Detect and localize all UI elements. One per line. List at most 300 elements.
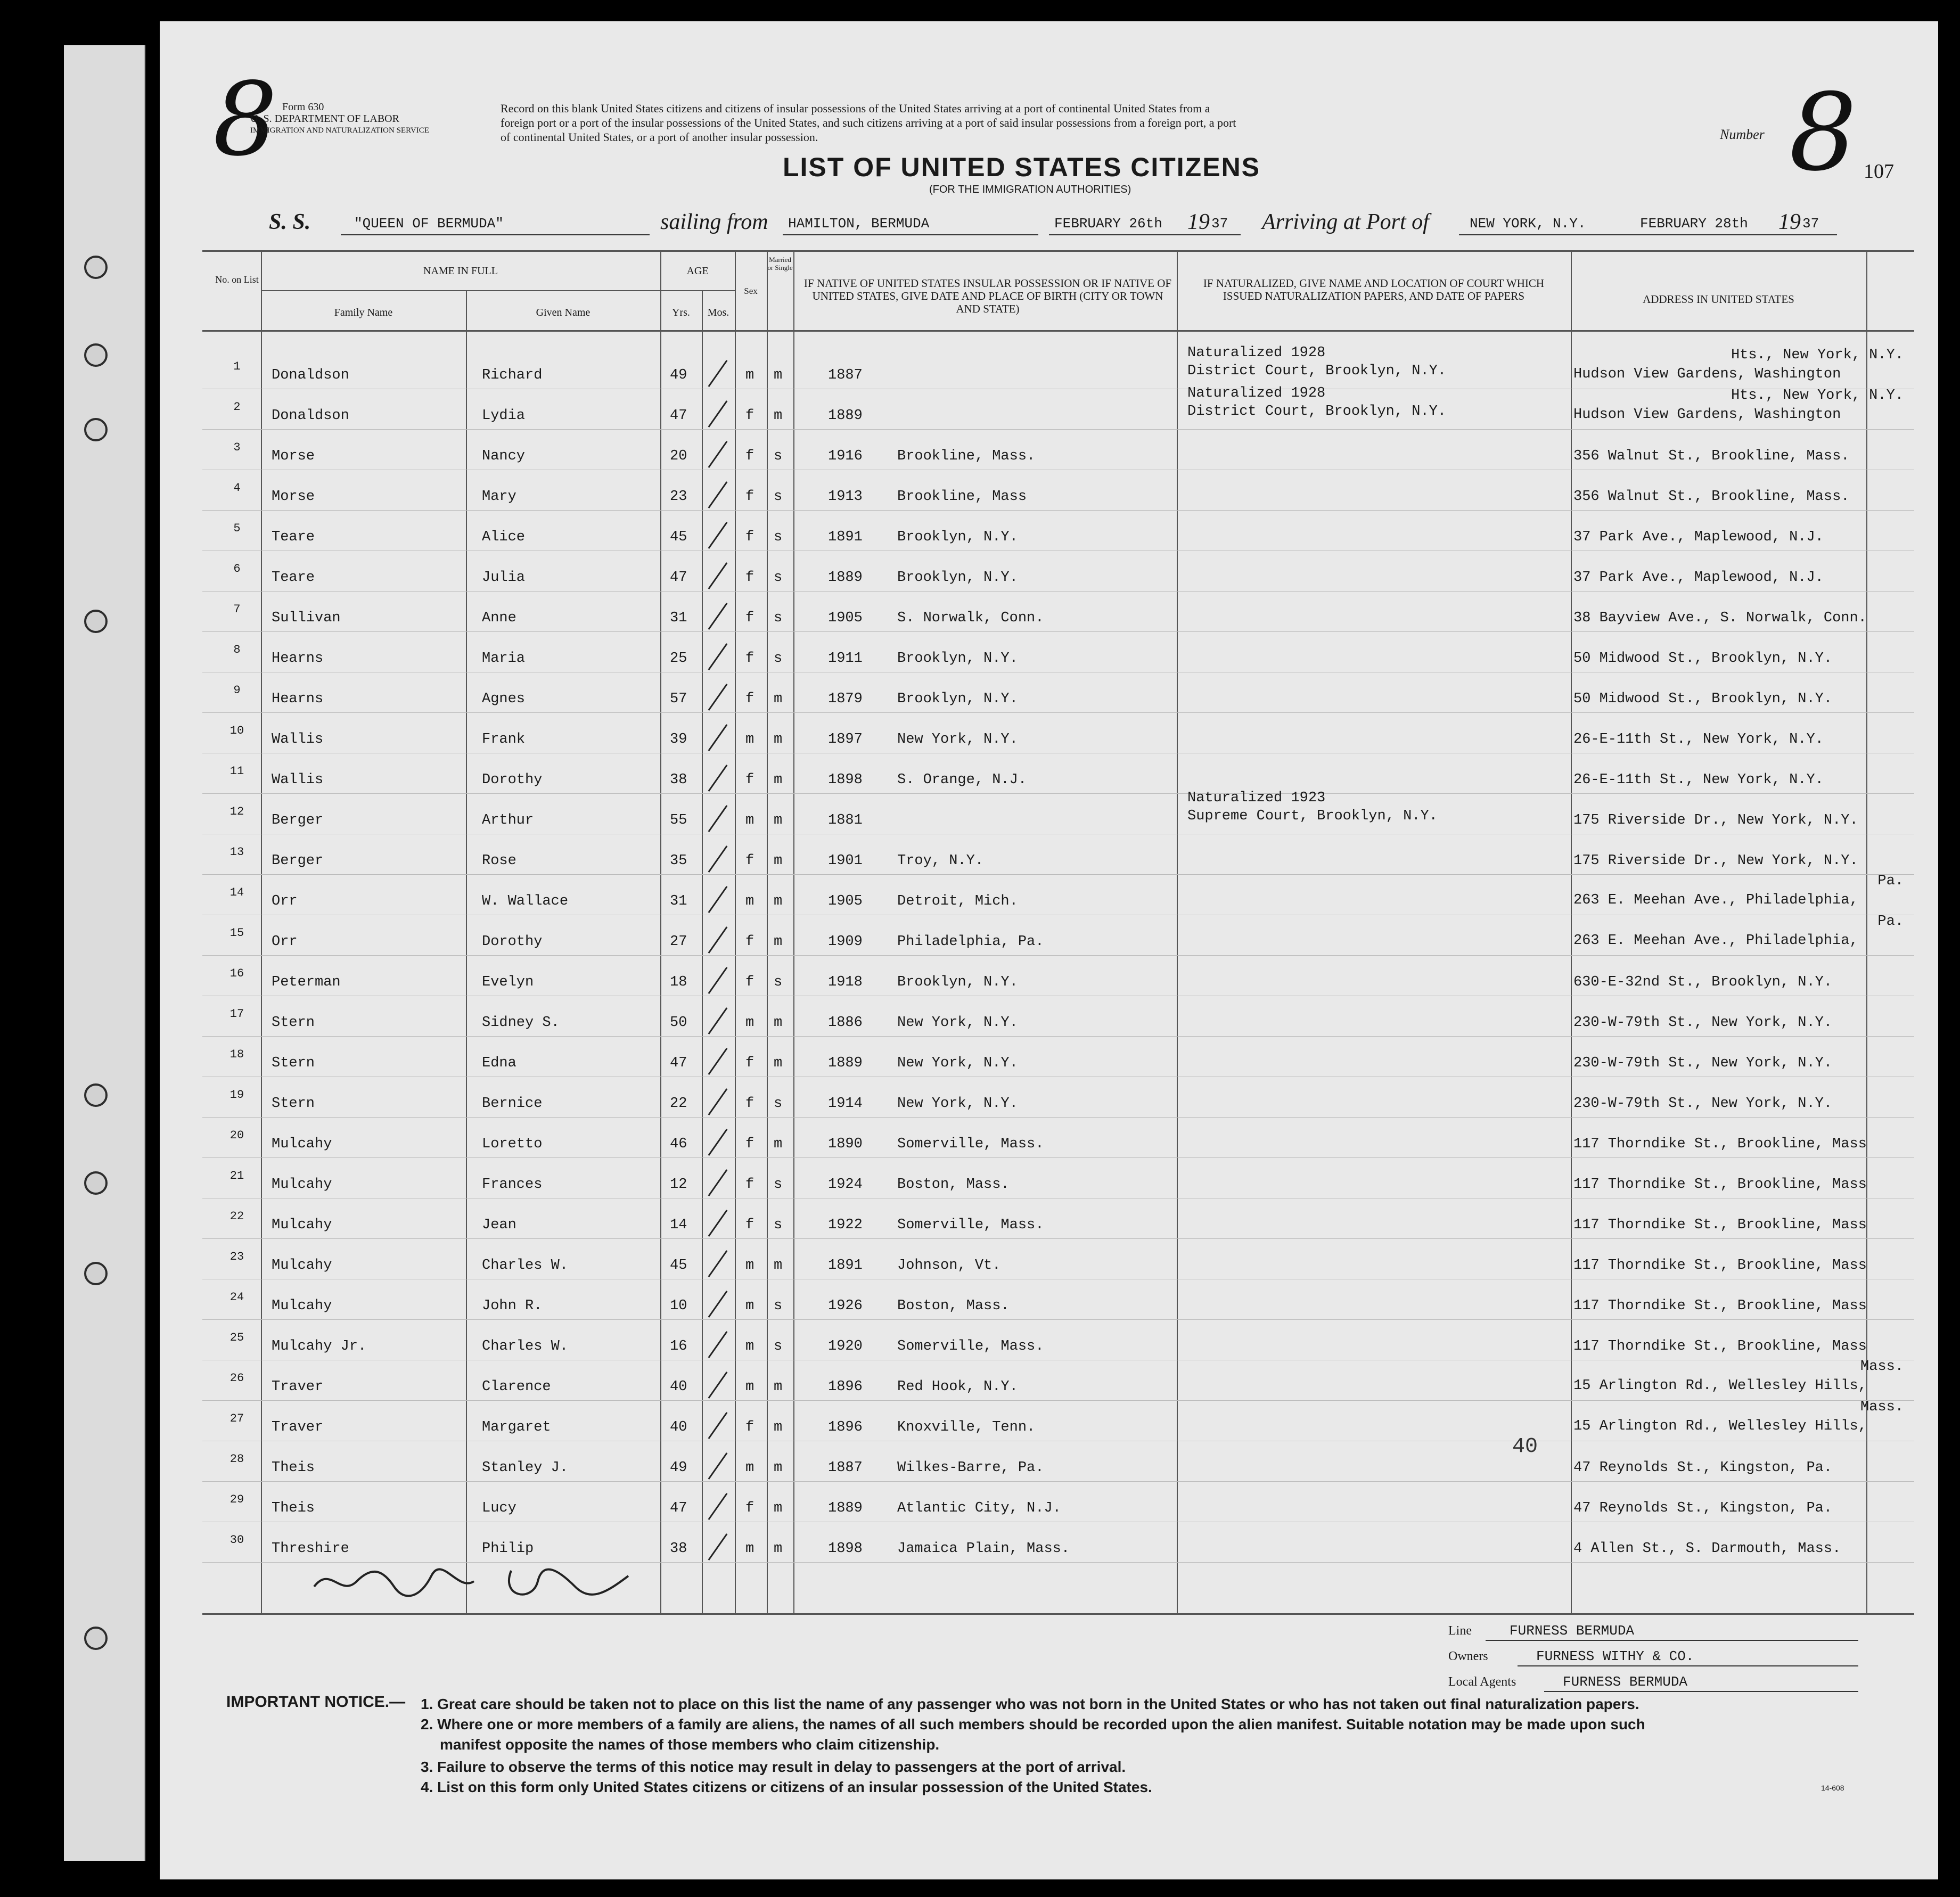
family-name-cell: Hearns (272, 651, 324, 667)
birth-year-cell: 1898 (828, 772, 863, 788)
departure-underline (783, 234, 1038, 235)
age-years-cell: 31 (670, 610, 687, 626)
birth-year-cell: 1901 (828, 853, 863, 869)
notice-lead: IMPORTANT NOTICE.— (226, 1693, 406, 1711)
address-cell: 356 Walnut St., Brookline, Mass. (1573, 489, 1850, 505)
given-name-cell: Charles W. (482, 1338, 569, 1354)
birth-place-cell: Somerville, Mass. (897, 1338, 1044, 1354)
birth-year-cell: 1913 (828, 489, 863, 505)
address-cell: 117 Thorndike St., Brookline, Mass (1573, 1258, 1867, 1274)
address-cell: 37 Park Ave., Maplewood, N.J. (1573, 529, 1824, 545)
birth-place-cell: New York, N.Y. (897, 1015, 1018, 1031)
family-name-cell: Wallis (272, 772, 324, 788)
family-name-cell: Wallis (272, 732, 324, 748)
number-label: Number (1720, 127, 1765, 142)
age-years-cell: 31 (670, 893, 687, 909)
family-name-cell: Stern (272, 1096, 315, 1112)
port-of-departure: HAMILTON, BERMUDA (788, 216, 930, 232)
birth-year-cell: 1881 (828, 812, 863, 828)
row-number: 2 (233, 400, 241, 414)
sex-cell: f (745, 1055, 755, 1071)
marital-status-cell: m (774, 1055, 783, 1071)
sex-cell: f (745, 772, 755, 788)
marital-status-cell: m (774, 1136, 783, 1152)
age-years-cell: 40 (670, 1379, 687, 1395)
sex-cell: f (745, 1500, 755, 1516)
address-cell: 117 Thorndike St., Brookline, Mass (1573, 1177, 1867, 1193)
age-years-cell: 57 (670, 691, 687, 707)
age-years-cell: 45 (670, 529, 687, 545)
birth-year-cell: 1896 (828, 1379, 863, 1395)
birth-place-cell: Red Hook, N.Y. (897, 1379, 1018, 1395)
marital-status-cell: s (774, 1177, 783, 1193)
local-agents-value: FURNESS BERMUDA (1563, 1674, 1688, 1690)
given-name-cell: Philip (482, 1541, 534, 1557)
given-name-cell: Bernice (482, 1096, 543, 1112)
family-name-cell: Theis (272, 1500, 315, 1516)
birth-place-cell: S. Norwalk, Conn. (897, 610, 1044, 626)
sex-cell: f (745, 610, 755, 626)
age-years-cell: 45 (670, 1258, 687, 1274)
sex-cell: f (745, 529, 755, 545)
address-cell: 230-W-79th St., New York, N.Y. (1573, 1015, 1833, 1031)
age-years-cell: 55 (670, 812, 687, 828)
birth-year-cell: 1889 (828, 1055, 863, 1071)
row-number: 28 (229, 1452, 244, 1466)
address-cell: 356 Walnut St., Brookline, Mass. (1573, 448, 1850, 464)
given-name-cell: Clarence (482, 1379, 551, 1395)
row-number: 21 (229, 1169, 244, 1182)
address-cell: 630-E-32nd St., Brooklyn, N.Y. (1573, 974, 1833, 990)
row-number: 19 (229, 1088, 244, 1102)
given-name-cell: Richard (482, 367, 543, 383)
sex-cell: f (745, 1136, 755, 1152)
department-name: U. S. DEPARTMENT OF LABOR (250, 113, 399, 125)
birth-place-cell: Somerville, Mass. (897, 1217, 1044, 1233)
row-number: 6 (233, 562, 241, 576)
sex-cell: f (745, 651, 755, 667)
naturalization-line-1: Naturalized 1923 (1187, 790, 1326, 806)
signature-scribble (309, 1549, 650, 1613)
age-years-cell: 47 (670, 1500, 687, 1516)
row-number: 25 (229, 1331, 244, 1344)
birth-place-cell: Knoxville, Tenn. (897, 1419, 1036, 1435)
punch-hole (84, 1262, 108, 1285)
age-years-cell: 23 (670, 489, 687, 505)
row-number: 4 (233, 481, 241, 495)
year-prefix-sailed: 19 (1187, 210, 1210, 234)
address-cell: 175 Riverside Dr., New York, N.Y. (1573, 853, 1858, 869)
row-number: 3 (233, 441, 241, 454)
age-years-cell: 40 (670, 1419, 687, 1435)
marital-status-cell: m (774, 1258, 783, 1274)
address-cell: 47 Reynolds St., Kingston, Pa. (1573, 1500, 1833, 1516)
family-name-cell: Theis (272, 1460, 315, 1476)
marital-status-cell: s (774, 1298, 783, 1314)
birth-year-cell: 1909 (828, 934, 863, 950)
age-years-cell: 14 (670, 1217, 687, 1233)
address-continuation-cell: Pa. (1877, 873, 1904, 889)
birth-year-cell: 1914 (828, 1096, 863, 1112)
date-sailed: FEBRUARY 26th (1054, 216, 1162, 232)
given-name-cell: Alice (482, 529, 526, 545)
col-divider-no (261, 250, 262, 1613)
marital-status-cell: m (774, 934, 783, 950)
address-cell: 175 Riverside Dr., New York, N.Y. (1573, 812, 1858, 828)
line-value: FURNESS BERMUDA (1510, 1623, 1635, 1639)
birth-year-cell: 1891 (828, 1258, 863, 1274)
age-years-cell: 47 (670, 570, 687, 586)
form-number: Form 630 (282, 101, 324, 113)
punch-hole (84, 1171, 108, 1195)
birth-year-cell: 1887 (828, 367, 863, 383)
marital-status-cell: s (774, 448, 783, 464)
family-name-cell: Morse (272, 489, 315, 505)
notice-item-2: 2. Where one or more members of a family are aliens, the names of all such members should be recorded upon the alien manifest. Suitable notation may be made upon such (421, 1716, 1645, 1732)
sailing-label: sailing from (660, 210, 768, 234)
family-name-cell: Mulcahy (272, 1217, 332, 1233)
row-rule (202, 631, 1914, 632)
notice-item-1: 1. Great care should be taken not to place on this list the name of any passenger who was not born in the United States or who has not taken out final naturalization papers. (421, 1696, 1639, 1712)
marital-status-cell: m (774, 1419, 783, 1435)
address-cell: 4 Allen St., S. Darmouth, Mass. (1573, 1541, 1841, 1557)
margin-number-right: 8 (1789, 71, 1857, 195)
sex-cell: f (745, 408, 755, 424)
row-rule (202, 793, 1914, 794)
line-label: Line (1448, 1624, 1472, 1638)
row-number: 12 (229, 805, 244, 818)
birth-place-cell: Atlantic City, N.J. (897, 1500, 1061, 1516)
row-number: 22 (229, 1210, 244, 1223)
notice-item-3: 3. Failure to observe the terms of this notice may result in delay to passengers at the port of arrival. (421, 1759, 1126, 1775)
marital-status-cell: m (774, 772, 783, 788)
family-name-cell: Mulcahy (272, 1298, 332, 1314)
birth-year-cell: 1889 (828, 570, 863, 586)
row-number: 9 (233, 684, 241, 697)
col-divider-yrs (702, 290, 703, 1613)
row-number: 30 (229, 1533, 244, 1547)
row-number: 16 (229, 967, 244, 980)
sex-cell: f (745, 934, 755, 950)
service-name: IMMIGRATION AND NATURALIZATION SERVICE (250, 126, 429, 135)
family-name-cell: Stern (272, 1015, 315, 1031)
age-years-cell: 10 (670, 1298, 687, 1314)
given-name-cell: Loretto (482, 1136, 543, 1152)
birth-year-cell: 1889 (828, 408, 863, 424)
row-rule (202, 955, 1914, 956)
sheet-number: 107 (1864, 160, 1894, 183)
address-cell: 38 Bayview Ave., S. Norwalk, Conn. (1573, 610, 1867, 626)
family-name-cell: Mulcahy (272, 1258, 332, 1274)
family-name-cell: Orr (272, 893, 298, 909)
birth-year-cell: 1916 (828, 448, 863, 464)
given-name-cell: Lydia (482, 408, 526, 424)
family-name-cell: Traver (272, 1419, 324, 1435)
binder-strip (64, 45, 145, 1861)
sex-cell: m (745, 367, 755, 383)
marital-status-cell: s (774, 1096, 783, 1112)
record-instruction-1: Record on this blank United States citizens and citizens of insular possessions of the United States arriving at a port of continental United States from a (501, 102, 1210, 115)
given-name-cell: W. Wallace (482, 893, 569, 909)
given-name-cell: Rose (482, 853, 516, 869)
col-divider-naturalized (1571, 250, 1572, 1613)
col-divider-family (466, 290, 467, 1613)
given-name-cell: Frances (482, 1177, 543, 1193)
address-continuation-cell: Pa. (1877, 914, 1904, 930)
header-birth: IF NATIVE OF UNITED STATES INSULAR POSSESSION OR IF NATIVE OF UNITED STATES, GIVE DATE AND PLACE OF BIRTH (CITY OR TOWN AND STATE) (803, 277, 1172, 315)
birth-place-cell: S. Orange, N.J. (897, 772, 1027, 788)
row-number: 15 (229, 926, 244, 940)
family-name-cell: Mulcahy (272, 1136, 332, 1152)
header-sex: Sex (744, 286, 758, 296)
local-agents-label: Local Agents (1448, 1675, 1516, 1689)
family-name-cell: Morse (272, 448, 315, 464)
birth-place-cell: Brookline, Mass. (897, 448, 1036, 464)
row-rule (202, 874, 1914, 875)
family-name-cell: Peterman (272, 974, 341, 990)
row-number: 26 (229, 1372, 244, 1385)
birth-year-cell: 1879 (828, 691, 863, 707)
birth-place-cell: Detroit, Mich. (897, 893, 1018, 909)
row-number: 29 (229, 1493, 244, 1506)
marital-status-cell: m (774, 853, 783, 869)
sex-cell: m (745, 1541, 755, 1557)
date-sailed-underline (1049, 234, 1241, 235)
row-number: 18 (229, 1048, 244, 1061)
row-number: 14 (229, 886, 244, 899)
age-years-cell: 18 (670, 974, 687, 990)
year-prefix-arrived: 19 (1778, 210, 1801, 234)
address-continuation-cell: Mass. (1860, 1399, 1904, 1415)
birth-year-cell: 1905 (828, 893, 863, 909)
given-name-cell: Charles W. (482, 1258, 569, 1274)
age-years-cell: 39 (670, 732, 687, 748)
header-yrs: Yrs. (672, 307, 690, 318)
marital-status-cell: m (774, 1500, 783, 1516)
age-years-cell: 47 (670, 408, 687, 424)
ss-label: S. S. (269, 210, 311, 234)
family-name-cell: Mulcahy (272, 1177, 332, 1193)
marital-status-cell: m (774, 1379, 783, 1395)
age-years-cell: 38 (670, 1541, 687, 1557)
marital-status-cell: s (774, 1217, 783, 1233)
address-cell: 26-E-11th St., New York, N.Y. (1573, 732, 1824, 748)
given-name-cell: Nancy (482, 448, 526, 464)
row-rule (202, 429, 1914, 430)
row-rule (202, 591, 1914, 592)
row-rule (202, 1238, 1914, 1239)
address-cell: 37 Park Ave., Maplewood, N.J. (1573, 570, 1824, 586)
port-of-arrival: NEW YORK, N.Y. (1470, 216, 1586, 232)
ship-name: "QUEEN OF BERMUDA" (354, 216, 504, 232)
address-cell: 117 Thorndike St., Brookline, Mass (1573, 1298, 1867, 1314)
given-name-cell: Stanley J. (482, 1460, 569, 1476)
birth-year-cell: 1897 (828, 732, 863, 748)
given-name-cell: Julia (482, 570, 526, 586)
row-number: 23 (229, 1250, 244, 1263)
family-name-cell: Donaldson (272, 367, 349, 383)
header-no-on-list: No. on List (215, 274, 259, 285)
punch-hole (84, 1083, 108, 1107)
given-name-cell: Edna (482, 1055, 516, 1071)
row-number: 5 (233, 522, 241, 535)
birth-place-cell: Brooklyn, N.Y. (897, 974, 1018, 990)
birth-year-cell: 1890 (828, 1136, 863, 1152)
address-continuation-cell: Mass. (1860, 1359, 1904, 1375)
birth-place-cell: Troy, N.Y. (897, 853, 984, 869)
family-name-cell: Teare (272, 529, 315, 545)
table-top-border (202, 250, 1914, 252)
marital-status-cell: m (774, 367, 783, 383)
address-cell: 230-W-79th St., New York, N.Y. (1573, 1096, 1833, 1112)
ship-underline (341, 234, 650, 235)
given-name-cell: Maria (482, 651, 526, 667)
birth-year-cell: 1905 (828, 610, 863, 626)
margin-number-left: 8 (213, 61, 277, 178)
address-cell: 47 Reynolds St., Kingston, Pa. (1573, 1460, 1833, 1476)
row-rule (202, 712, 1914, 713)
birth-place-cell: Somerville, Mass. (897, 1136, 1044, 1152)
given-name-cell: Dorothy (482, 934, 543, 950)
year-arrived: 37 (1802, 216, 1819, 232)
sex-cell: m (745, 1015, 755, 1031)
row-rule (202, 1036, 1914, 1037)
marital-status-cell: m (774, 1015, 783, 1031)
given-name-cell: Evelyn (482, 974, 534, 990)
family-name-cell: Stern (272, 1055, 315, 1071)
family-name-cell: Berger (272, 812, 324, 828)
naturalization-line-1: Naturalized 1928 (1187, 385, 1326, 401)
address-cell: 15 Arlington Rd., Wellesley Hills, (1573, 1378, 1867, 1394)
notice-item-4: 4. List on this form only United States citizens or citizens of an insular possession of the United States. (421, 1779, 1152, 1795)
sex-cell: m (745, 893, 755, 909)
given-name-cell: Lucy (482, 1500, 516, 1516)
age-years-cell: 20 (670, 448, 687, 464)
given-name-cell: Sidney S. (482, 1015, 560, 1031)
given-name-cell: John R. (482, 1298, 543, 1314)
age-years-cell: 12 (670, 1177, 687, 1193)
birth-place-cell: Brooklyn, N.Y. (897, 691, 1018, 707)
given-name-cell: Arthur (482, 812, 534, 828)
address-continuation-cell: Hts., New York, N.Y. (1731, 347, 1904, 363)
age-years-cell: 49 (670, 1460, 687, 1476)
birth-year-cell: 1926 (828, 1298, 863, 1314)
row-number: 13 (229, 845, 244, 859)
family-name-cell: Teare (272, 570, 315, 586)
birth-place-cell: Johnson, Vt. (897, 1258, 1001, 1274)
marital-status-cell: s (774, 651, 783, 667)
sex-cell: f (745, 570, 755, 586)
col-divider-birth (1177, 250, 1178, 1613)
family-name-cell: Sullivan (272, 610, 341, 626)
row-rule (202, 1400, 1914, 1401)
line-underline (1486, 1640, 1858, 1641)
marital-status-cell: s (774, 974, 783, 990)
address-cell: 117 Thorndike St., Brookline, Mass (1573, 1217, 1867, 1233)
birth-year-cell: 1889 (828, 1500, 863, 1516)
sex-cell: f (745, 974, 755, 990)
family-name-cell: Donaldson (272, 408, 349, 424)
birth-year-cell: 1922 (828, 1217, 863, 1233)
given-name-cell: Jean (482, 1217, 516, 1233)
row-number: 10 (229, 724, 244, 737)
sex-cell: m (745, 812, 755, 828)
birth-place-cell: New York, N.Y. (897, 1096, 1018, 1112)
marital-status-cell: m (774, 732, 783, 748)
birth-place-cell: New York, N.Y. (897, 1055, 1018, 1071)
page-subtitle: (FOR THE IMMIGRATION AUTHORITIES) (929, 184, 1131, 195)
row-number: 24 (229, 1291, 244, 1304)
age-years-cell: 49 (670, 367, 687, 383)
row-number: 1 (233, 360, 241, 373)
col-divider-sex (767, 250, 768, 1613)
header-mos: Mos. (707, 307, 729, 318)
marital-status-cell: m (774, 1541, 783, 1557)
birth-year-cell: 1918 (828, 974, 863, 990)
punch-hole (84, 418, 108, 441)
birth-place-cell: Jamaica Plain, Mass. (897, 1541, 1070, 1557)
family-name-cell: Threshire (272, 1541, 349, 1557)
col-divider-married (793, 250, 794, 1613)
birth-year-cell: 1887 (828, 1460, 863, 1476)
birth-year-cell: 1891 (828, 529, 863, 545)
birth-place-cell: Brooklyn, N.Y. (897, 570, 1018, 586)
given-name-cell: Frank (482, 732, 526, 748)
header-naturalized: IF NATURALIZED, GIVE NAME AND LOCATION OF COURT WHICH ISSUED NATURALIZATION PAPERS, AND DATE OF PAPERS (1203, 277, 1545, 302)
address-cell: 230-W-79th St., New York, N.Y. (1573, 1055, 1833, 1071)
form-code: 14-608 (1821, 1784, 1844, 1792)
birth-place-cell: Brooklyn, N.Y. (897, 529, 1018, 545)
birth-year-cell: 1924 (828, 1177, 863, 1193)
punch-hole (84, 1627, 108, 1650)
header-address: ADDRESS IN UNITED STATES (1643, 293, 1794, 306)
sex-cell: f (745, 1419, 755, 1435)
birth-year-cell: 1920 (828, 1338, 863, 1354)
given-name-cell: Agnes (482, 691, 526, 707)
birth-year-cell: 1911 (828, 651, 863, 667)
owners-value: FURNESS WITHY & CO. (1536, 1648, 1694, 1664)
marital-status-cell: m (774, 1460, 783, 1476)
table-bottom-border (202, 1613, 1914, 1615)
sex-cell: f (745, 853, 755, 869)
address-cell: 117 Thorndike St., Brookline, Mass (1573, 1338, 1867, 1354)
address-cell: 263 E. Meehan Ave., Philadelphia, (1573, 892, 1858, 908)
sex-cell: m (745, 1379, 755, 1395)
marital-status-cell: s (774, 1338, 783, 1354)
naturalization-line-1: Naturalized 1928 (1187, 345, 1326, 361)
birth-place-cell: Brooklyn, N.Y. (897, 651, 1018, 667)
row-number: 7 (233, 603, 241, 616)
family-name-cell: Hearns (272, 691, 324, 707)
header-given-name: Given Name (536, 307, 591, 318)
birth-place-cell: Boston, Mass. (897, 1177, 1010, 1193)
header-age: AGE (686, 265, 709, 277)
age-years-cell: 22 (670, 1096, 687, 1112)
row-number: 17 (229, 1007, 244, 1021)
row-number: 8 (233, 643, 241, 656)
row-rule (202, 1117, 1914, 1118)
given-name-cell: Dorothy (482, 772, 543, 788)
address-continuation-cell: Hts., New York, N.Y. (1731, 388, 1904, 404)
birth-year-cell: 1896 (828, 1419, 863, 1435)
marital-status-cell: m (774, 408, 783, 424)
age-years-cell: 50 (670, 1015, 687, 1031)
birth-place-cell: Boston, Mass. (897, 1298, 1010, 1314)
sex-cell: f (745, 691, 755, 707)
name-header-divider (261, 290, 660, 291)
date-arrived: FEBRUARY 28th (1640, 216, 1748, 232)
birth-year-cell: 1898 (828, 1541, 863, 1557)
